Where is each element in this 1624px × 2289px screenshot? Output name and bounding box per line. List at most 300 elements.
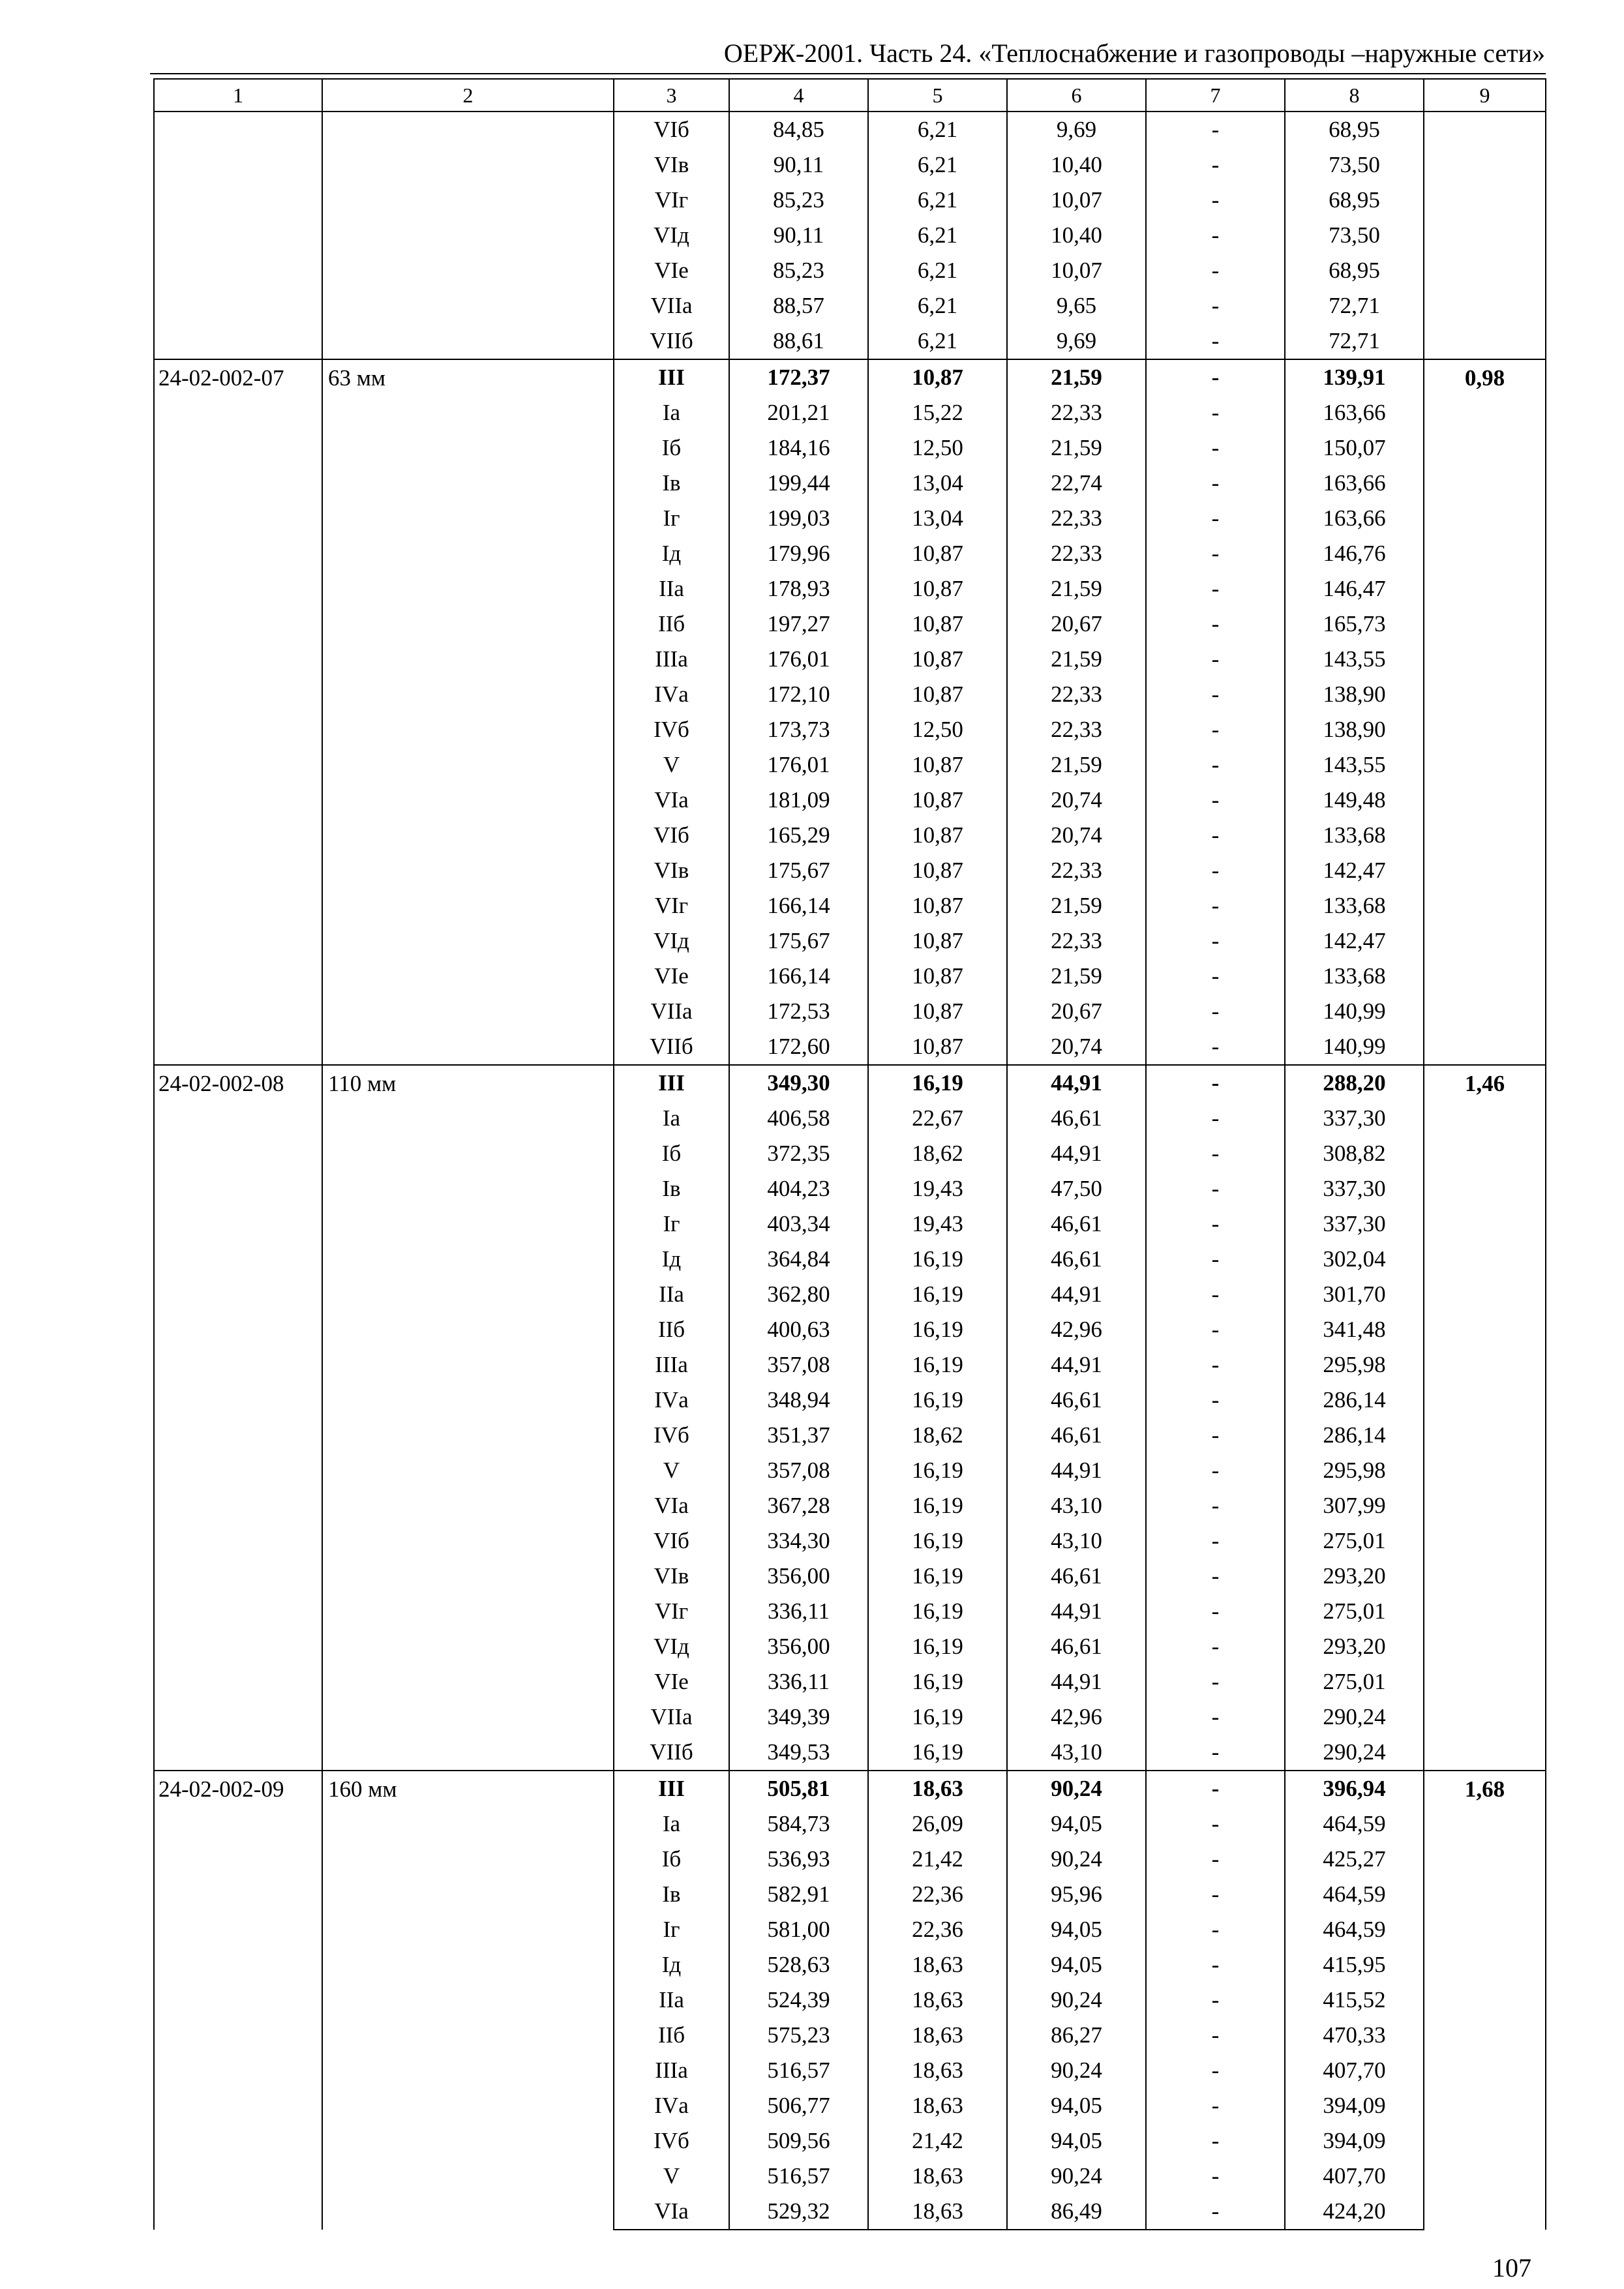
value-cell: 10,87 [868,642,1007,677]
value-cell: 181,09 [729,783,868,818]
zone-cell: Iв [614,1171,729,1206]
value-cell: 336,11 [729,1664,868,1699]
value-cell: 10,87 [868,853,1007,888]
value-cell: 16,19 [868,1383,1007,1418]
value-cell: 42,96 [1007,1699,1146,1735]
value-cell: 348,94 [729,1383,868,1418]
value-cell: 275,01 [1285,1664,1424,1699]
value-cell: 464,59 [1285,1912,1424,1947]
value-cell: - [1146,395,1285,430]
value-cell: 10,40 [1007,147,1146,183]
value-cell: 139,91 [1285,359,1424,395]
value-cell: 21,42 [868,1842,1007,1877]
zone-cell: Iб [614,1136,729,1171]
value-cell: 16,19 [868,1559,1007,1594]
value-cell: 22,33 [1007,536,1146,571]
column-header: 4 [729,79,868,112]
value-cell: - [1146,1347,1285,1383]
zone-cell: IIа [614,1277,729,1312]
value-cell: 19,43 [868,1206,1007,1242]
value-cell: 302,04 [1285,1242,1424,1277]
table-body [154,112,1546,2230]
value-cell: 349,30 [729,1065,868,1101]
value-cell: 46,61 [1007,1418,1146,1453]
column-header: 7 [1146,79,1285,112]
rate-code [154,112,322,359]
value-cell: 10,87 [868,571,1007,606]
value-cell: 86,49 [1007,2194,1146,2230]
value-cell: - [1146,1735,1285,1771]
zone-cell: VIв [614,147,729,183]
value-cell: 20,67 [1007,606,1146,642]
value-cell: 149,48 [1285,783,1424,818]
zone-cell: VIе [614,1664,729,1699]
value-cell: 94,05 [1007,1947,1146,1982]
value-cell: 199,44 [729,466,868,501]
zone-cell: VIг [614,1594,729,1629]
value-cell: 22,33 [1007,677,1146,712]
value-cell: 575,23 [729,2018,868,2053]
zone-cell: VIIа [614,288,729,323]
value-cell: 178,93 [729,571,868,606]
zone-cell: IVа [614,677,729,712]
zone-cell: Iа [614,1101,729,1136]
value-cell: 290,24 [1285,1735,1424,1771]
zone-cell: IVб [614,712,729,747]
zone-cell: Iа [614,395,729,430]
value-cell: - [1146,959,1285,994]
value-cell: 10,87 [868,536,1007,571]
value-cell: - [1146,1699,1285,1735]
value-cell: 176,01 [729,642,868,677]
zone-cell: IIб [614,2018,729,2053]
value-cell: 47,50 [1007,1171,1146,1206]
pipe-diameter: 63 мм [322,359,614,1065]
zone-cell: Iв [614,466,729,501]
value-cell: 46,61 [1007,1206,1146,1242]
table-row [154,112,1546,147]
value-cell: 22,33 [1007,501,1146,536]
value-cell: 9,69 [1007,112,1146,147]
value-cell: 133,68 [1285,888,1424,923]
value-cell: - [1146,1877,1285,1912]
value-cell: 394,09 [1285,2123,1424,2159]
value-cell: 464,59 [1285,1877,1424,1912]
zone-cell: VIг [614,183,729,218]
value-cell: 42,96 [1007,1312,1146,1347]
zone-cell: Iб [614,1842,729,1877]
value-cell: 146,47 [1285,571,1424,606]
value-cell: 21,59 [1007,430,1146,466]
value-cell: 275,01 [1285,1523,1424,1559]
value-cell: - [1146,888,1285,923]
value-cell: 16,19 [868,1065,1007,1101]
value-cell: 357,08 [729,1347,868,1383]
value-cell: 73,50 [1285,147,1424,183]
value-cell: - [1146,183,1285,218]
value-cell: 90,24 [1007,2053,1146,2088]
value-cell: 290,24 [1285,1699,1424,1735]
value-cell: 44,91 [1007,1594,1146,1629]
value-cell: 12,50 [868,712,1007,747]
value-cell: 528,63 [729,1947,868,1982]
value-cell: 293,20 [1285,1559,1424,1594]
value-cell: 179,96 [729,536,868,571]
value-cell: 165,29 [729,818,868,853]
value-cell: 163,66 [1285,395,1424,430]
value-cell: - [1146,1842,1285,1877]
value-cell: 26,09 [868,1806,1007,1842]
value-cell: - [1146,359,1285,395]
zone-cell: Iа [614,1806,729,1842]
value-cell: - [1146,112,1285,147]
value-cell: 581,00 [729,1912,868,1947]
value-cell: 43,10 [1007,1523,1146,1559]
zone-cell: Iд [614,1242,729,1277]
zone-cell: VIа [614,783,729,818]
value-cell: 12,50 [868,430,1007,466]
value-cell: - [1146,2018,1285,2053]
value-cell: 43,10 [1007,1735,1146,1771]
value-cell: 46,61 [1007,1383,1146,1418]
zone-cell: IVа [614,2088,729,2123]
value-cell: 19,43 [868,1171,1007,1206]
value-cell: 356,00 [729,1629,868,1664]
value-cell: 275,01 [1285,1594,1424,1629]
value-cell: 43,10 [1007,1488,1146,1523]
value-cell: - [1146,323,1285,359]
value-cell: 22,67 [868,1101,1007,1136]
column-header: 5 [868,79,1007,112]
norm-cell: 1,68 [1424,1771,1546,2230]
value-cell: 184,16 [729,430,868,466]
table-header-row [154,79,1546,112]
value-cell: 13,04 [868,501,1007,536]
zone-cell: VIIб [614,1735,729,1771]
zone-cell: VIIб [614,323,729,359]
value-cell: 16,19 [868,1735,1007,1771]
page-header-title: ОЕРЖ-2001. Часть 24. «Теплоснабжение и газопроводы –наружные сети» [723,38,1545,68]
value-cell: 21,59 [1007,888,1146,923]
value-cell: 13,04 [868,466,1007,501]
value-cell: 295,98 [1285,1347,1424,1383]
value-cell: - [1146,1065,1285,1101]
value-cell: 133,68 [1285,818,1424,853]
value-cell: - [1146,1312,1285,1347]
value-cell: - [1146,1136,1285,1171]
zone-cell: Iв [614,1877,729,1912]
value-cell: - [1146,1488,1285,1523]
value-cell: 90,24 [1007,2159,1146,2194]
value-cell: - [1146,218,1285,253]
value-cell: 16,19 [868,1629,1007,1664]
rate-code: 24-02-002-07 [154,359,322,1065]
value-cell: 505,81 [729,1771,868,1806]
zone-cell: VIIа [614,994,729,1029]
value-cell: 72,71 [1285,288,1424,323]
value-cell: 293,20 [1285,1629,1424,1664]
value-cell: 337,30 [1285,1206,1424,1242]
value-cell: 394,09 [1285,2088,1424,2123]
value-cell: - [1146,1982,1285,2018]
column-header: 2 [322,79,614,112]
zone-cell: IIб [614,606,729,642]
value-cell: - [1146,1629,1285,1664]
value-cell: - [1146,2053,1285,2088]
value-cell: 73,50 [1285,218,1424,253]
value-cell: 85,23 [729,253,868,288]
value-cell: 396,94 [1285,1771,1424,1806]
value-cell: 165,73 [1285,606,1424,642]
value-cell: 138,90 [1285,712,1424,747]
value-cell: 407,70 [1285,2159,1424,2194]
zone-cell: IIIа [614,1347,729,1383]
value-cell: 18,62 [868,1418,1007,1453]
value-cell: 90,11 [729,218,868,253]
zone-cell: IVб [614,1418,729,1453]
value-cell: 407,70 [1285,2053,1424,2088]
value-cell: - [1146,536,1285,571]
zone-cell: IIб [614,1312,729,1347]
value-cell: 6,21 [868,112,1007,147]
zone-cell: VIб [614,1523,729,1559]
value-cell: 367,28 [729,1488,868,1523]
value-cell: - [1146,430,1285,466]
table-row [154,1065,1546,1101]
column-header: 1 [154,79,322,112]
value-cell: 199,03 [729,501,868,536]
value-cell: 6,21 [868,323,1007,359]
value-cell: 415,95 [1285,1947,1424,1982]
value-cell: 9,65 [1007,288,1146,323]
value-cell: 288,20 [1285,1065,1424,1101]
value-cell: 10,87 [868,994,1007,1029]
value-cell: 46,61 [1007,1242,1146,1277]
value-cell: 94,05 [1007,1806,1146,1842]
value-cell: 6,21 [868,218,1007,253]
value-cell: 46,61 [1007,1559,1146,1594]
zone-cell: VIд [614,1629,729,1664]
zone-cell: VIв [614,1559,729,1594]
value-cell: - [1146,1559,1285,1594]
value-cell: 334,30 [729,1523,868,1559]
norm-cell [1424,112,1546,359]
value-cell: 18,63 [868,1982,1007,2018]
value-cell: 143,55 [1285,747,1424,783]
value-cell: 16,19 [868,1594,1007,1629]
value-cell: 524,39 [729,1982,868,2018]
value-cell: - [1146,466,1285,501]
value-cell: 90,24 [1007,1771,1146,1806]
value-cell: 44,91 [1007,1453,1146,1488]
value-cell: 22,33 [1007,853,1146,888]
value-cell: 582,91 [729,1877,868,1912]
value-cell: 9,69 [1007,323,1146,359]
value-cell: 22,33 [1007,712,1146,747]
zone-cell: VIд [614,923,729,959]
value-cell: 10,87 [868,959,1007,994]
value-cell: - [1146,994,1285,1029]
value-cell: 175,67 [729,853,868,888]
value-cell: - [1146,1206,1285,1242]
value-cell: 16,19 [868,1453,1007,1488]
zone-cell: VIд [614,218,729,253]
value-cell: - [1146,1029,1285,1065]
value-cell: - [1146,1523,1285,1559]
zone-cell: Iд [614,536,729,571]
value-cell: 10,87 [868,783,1007,818]
zone-cell: IVа [614,1383,729,1418]
value-cell: 163,66 [1285,501,1424,536]
value-cell: 21,59 [1007,359,1146,395]
value-cell: 22,36 [868,1912,1007,1947]
zone-cell: V [614,1453,729,1488]
value-cell: 173,73 [729,712,868,747]
value-cell: 6,21 [868,183,1007,218]
zone-cell: VIб [614,818,729,853]
zone-cell: VIIб [614,1029,729,1065]
value-cell: 90,11 [729,147,868,183]
value-cell: 404,23 [729,1171,868,1206]
value-cell: 424,20 [1285,2194,1424,2230]
rates-table [153,78,1546,2230]
value-cell: 18,63 [868,1947,1007,1982]
value-cell: - [1146,1277,1285,1312]
value-cell: - [1146,818,1285,853]
zone-cell: Iг [614,1206,729,1242]
value-cell: - [1146,1806,1285,1842]
value-cell: 22,36 [868,1877,1007,1912]
value-cell: - [1146,1947,1285,1982]
value-cell: 529,32 [729,2194,868,2230]
value-cell: 286,14 [1285,1418,1424,1453]
value-cell: 16,19 [868,1699,1007,1735]
value-cell: 18,63 [868,2088,1007,2123]
zone-cell: IIIа [614,2053,729,2088]
value-cell: 20,67 [1007,994,1146,1029]
value-cell: 94,05 [1007,2088,1146,2123]
value-cell: 372,35 [729,1136,868,1171]
value-cell: 10,87 [868,606,1007,642]
value-cell: 201,21 [729,395,868,430]
value-cell: 516,57 [729,2159,868,2194]
column-header: 6 [1007,79,1146,112]
value-cell: 143,55 [1285,642,1424,677]
zone-cell: VIе [614,959,729,994]
value-cell: 20,74 [1007,1029,1146,1065]
value-cell: 163,66 [1285,466,1424,501]
value-cell: 21,59 [1007,642,1146,677]
value-cell: 16,19 [868,1347,1007,1383]
rate-code: 24-02-002-08 [154,1065,322,1771]
value-cell: 356,00 [729,1559,868,1594]
value-cell: 68,95 [1285,112,1424,147]
value-cell: - [1146,853,1285,888]
value-cell: 22,33 [1007,923,1146,959]
value-cell: 301,70 [1285,1277,1424,1312]
zone-cell: VIе [614,253,729,288]
value-cell: 172,37 [729,359,868,395]
value-cell: 15,22 [868,395,1007,430]
value-cell: 10,87 [868,359,1007,395]
value-cell: 406,58 [729,1101,868,1136]
value-cell: 175,67 [729,923,868,959]
value-cell: 46,61 [1007,1101,1146,1136]
zone-cell: VIа [614,1488,729,1523]
value-cell: 6,21 [868,288,1007,323]
value-cell: 44,91 [1007,1065,1146,1101]
zone-cell: IIа [614,1982,729,2018]
value-cell: - [1146,1912,1285,1947]
value-cell: 10,07 [1007,183,1146,218]
value-cell: 86,27 [1007,2018,1146,2053]
value-cell: - [1146,1101,1285,1136]
value-cell: 307,99 [1285,1488,1424,1523]
column-header: 8 [1285,79,1424,112]
value-cell: 176,01 [729,747,868,783]
value-cell: 94,05 [1007,2123,1146,2159]
value-cell: 415,52 [1285,1982,1424,2018]
value-cell: 10,87 [868,818,1007,853]
table-row [154,1771,1546,1806]
value-cell: 425,27 [1285,1842,1424,1877]
value-cell: 18,63 [868,2053,1007,2088]
value-cell: - [1146,2194,1285,2230]
value-cell: 506,77 [729,2088,868,2123]
zone-cell: V [614,747,729,783]
value-cell: 197,27 [729,606,868,642]
value-cell: 295,98 [1285,1453,1424,1488]
norm-cell: 0,98 [1424,359,1546,1065]
pipe-diameter: 110 мм [322,1065,614,1771]
value-cell: 516,57 [729,2053,868,2088]
value-cell: - [1146,571,1285,606]
value-cell: - [1146,642,1285,677]
value-cell: 142,47 [1285,923,1424,959]
value-cell: 21,59 [1007,571,1146,606]
zone-cell: III [614,1771,729,1806]
value-cell: 10,87 [868,1029,1007,1065]
value-cell: 72,71 [1285,323,1424,359]
value-cell: 22,74 [1007,466,1146,501]
value-cell: - [1146,1453,1285,1488]
table-row [154,359,1546,395]
value-cell: 10,40 [1007,218,1146,253]
value-cell: 584,73 [729,1806,868,1842]
value-cell: 133,68 [1285,959,1424,994]
value-cell: 286,14 [1285,1383,1424,1418]
pipe-diameter [322,112,614,359]
zone-cell: IVб [614,2123,729,2159]
value-cell: 10,87 [868,747,1007,783]
value-cell: - [1146,2088,1285,2123]
value-cell: 18,62 [868,1136,1007,1171]
value-cell: - [1146,1594,1285,1629]
value-cell: 16,19 [868,1664,1007,1699]
value-cell: - [1146,747,1285,783]
zone-cell: VIа [614,2194,729,2230]
value-cell: 349,39 [729,1699,868,1735]
value-cell: - [1146,677,1285,712]
value-cell: 44,91 [1007,1347,1146,1383]
page-number: 107 [1492,2253,1531,2282]
zone-cell: Iд [614,1947,729,1982]
value-cell: 88,57 [729,288,868,323]
value-cell: 337,30 [1285,1101,1424,1136]
value-cell: - [1146,1664,1285,1699]
value-cell: 172,10 [729,677,868,712]
zone-cell: VIв [614,853,729,888]
